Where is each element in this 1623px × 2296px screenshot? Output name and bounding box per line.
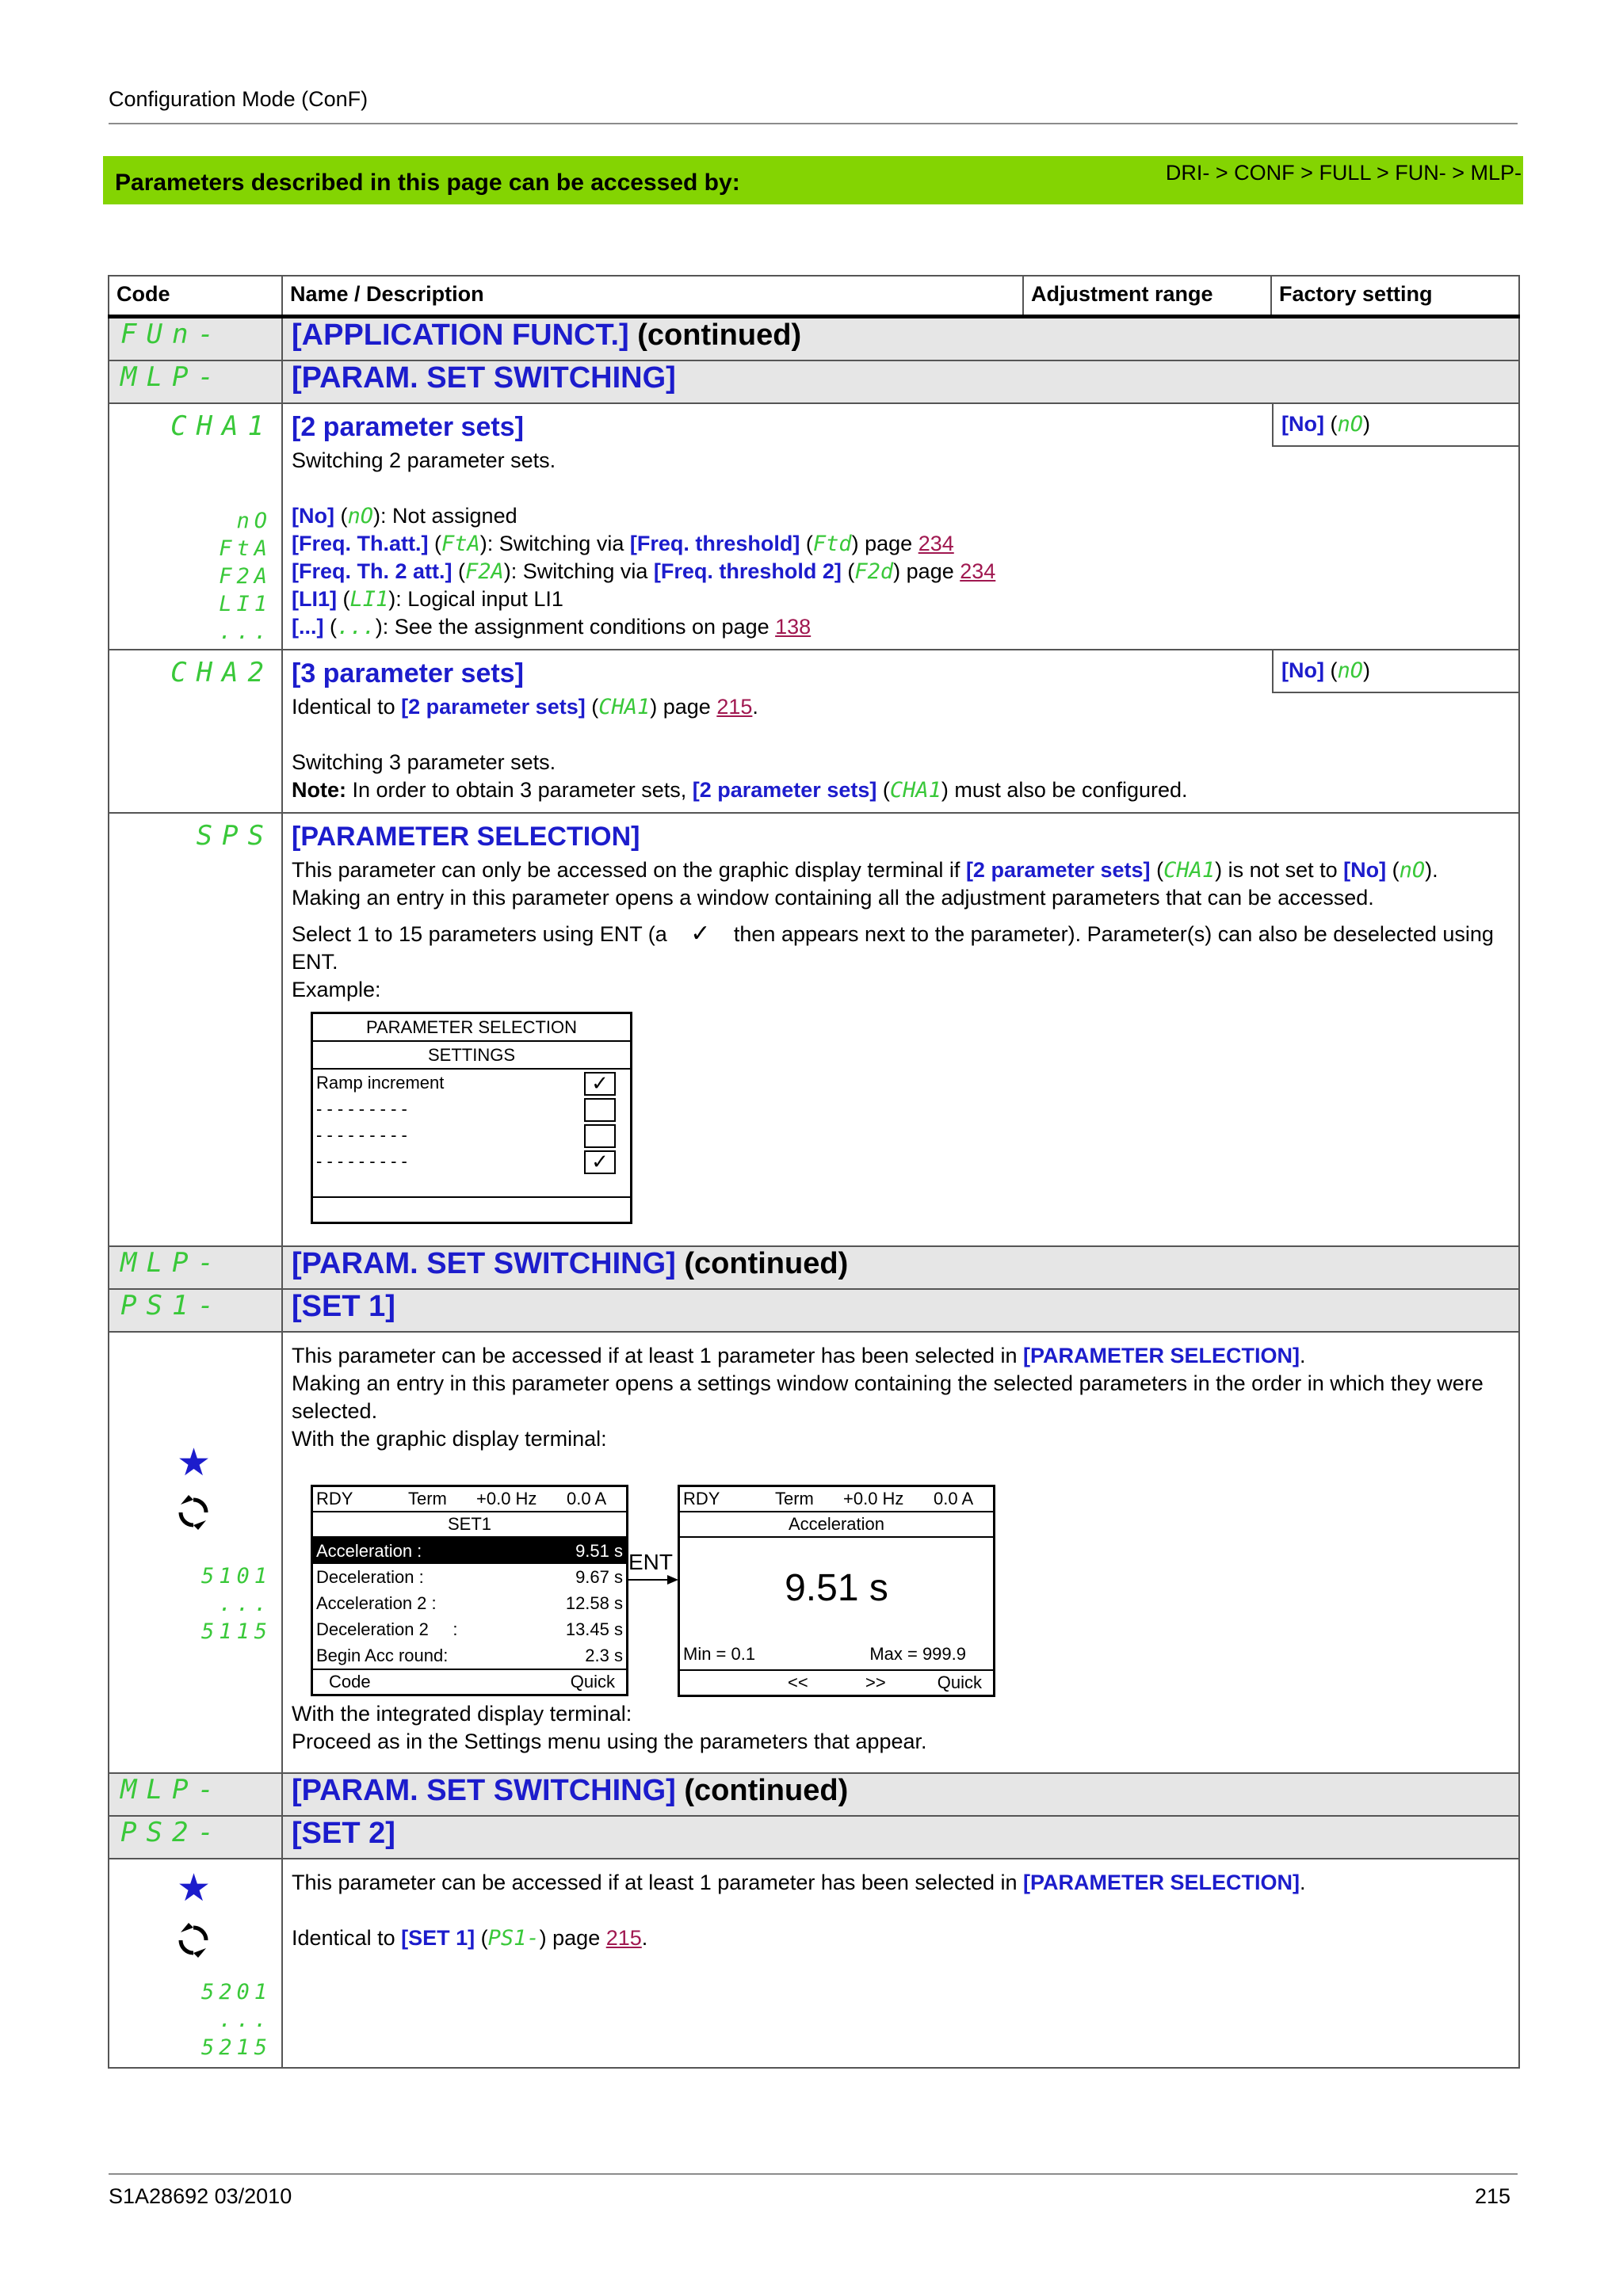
factory-setting: [No] (nO)	[1272, 404, 1518, 447]
description-cell	[282, 1332, 1519, 1773]
min-max-row: Min = 0.1 Max = 999.9	[683, 1644, 966, 1664]
ent-label: ENT	[628, 1550, 673, 1574]
screen-row[interactable]: Begin Acc round: 2.3 s	[316, 1646, 623, 1665]
section-code: MLP-	[109, 1246, 282, 1289]
page-link[interactable]: 234	[960, 559, 996, 583]
screen-title: SET1	[313, 1512, 626, 1538]
param-code: CHA2	[170, 657, 273, 688]
page-header-title: Configuration Mode (ConF)	[109, 87, 369, 111]
param-desc-4: With the integrated display terminal:	[292, 1702, 632, 1726]
col-header-factory: Factory setting	[1271, 276, 1519, 317]
description-cell	[282, 813, 1519, 1246]
page-number: 215	[1474, 2184, 1510, 2208]
doc-reference: S1A28692 03/2010	[109, 2184, 292, 2208]
quick-softkey[interactable]: Quick	[937, 1672, 982, 1692]
section-title: [PARAM. SET SWITCHING] (continued)	[282, 1246, 1519, 1289]
screen-subtitle: SETTINGS	[313, 1042, 630, 1070]
param-desc-3: With the graphic display terminal:	[292, 1427, 607, 1451]
checkbox-checked[interactable]: ✓	[584, 1150, 616, 1174]
param-note: Note: In order to obtain 3 parameter sets, [2 parameter sets] (CHA1) must also be configured.	[292, 778, 1188, 803]
factory-setting: [No] (nO)	[1272, 650, 1518, 693]
section-code: MLP-	[109, 360, 282, 403]
page-link[interactable]: 215	[605, 1926, 642, 1950]
star-icon: ★	[177, 1867, 212, 1909]
param-desc-2: Identical to [SET 1] (PS1-) page 215.	[292, 1926, 648, 1951]
screen-row[interactable]: Ramp increment ✓	[313, 1070, 630, 1096]
value-display: 9.51 s	[785, 1567, 888, 1609]
terminal-screens	[292, 1453, 1510, 1692]
footer-rule	[109, 2173, 1518, 2175]
section-code: PS2-	[109, 1816, 282, 1859]
section-row-ps2	[109, 1816, 1519, 1859]
code-cell	[109, 650, 282, 813]
screen-title: PARAMETER SELECTION	[313, 1014, 630, 1042]
section-code: MLP-	[109, 1773, 282, 1816]
code-softkey[interactable]: Code	[329, 1672, 371, 1691]
star-icon: ★	[177, 1442, 212, 1484]
access-label: Parameters described in this page can be accessed by:	[115, 170, 740, 196]
param-desc: This parameter can only be accessed on the graphic display terminal if [2 parameter sets] (CHA1) is not set to [No] (nO).	[292, 858, 1438, 883]
section-code: PS1-	[109, 1289, 282, 1332]
description-cell	[282, 403, 1519, 650]
param-desc-2: Switching 3 parameter sets.	[292, 750, 556, 774]
code-cell	[109, 1859, 282, 2068]
set1-screen	[311, 1485, 628, 1696]
param-row-cha2	[109, 650, 1519, 813]
prev-softkey[interactable]: <<	[788, 1672, 808, 1692]
param-title: [PARAMETER SELECTION]	[292, 822, 640, 852]
section-title: [PARAM. SET SWITCHING] (continued)	[282, 1773, 1519, 1816]
option-codes: nO FtA F2A LI1 ...	[219, 509, 272, 644]
parameter-selection-screen	[311, 1012, 632, 1224]
status-bar: RDY Term +0.0 Hz 0.0 A	[313, 1487, 626, 1512]
param-desc-3: Select 1 to 15 parameters using ENT (a ✓ then appears next to the parameter). Parameter(s) can also be deselected using ENT.	[292, 921, 1494, 974]
acceleration-screen	[678, 1485, 995, 1697]
param-title: [3 parameter sets]	[292, 658, 524, 688]
access-path: DRI- > CONF > FULL > FUN- > MLP-	[1165, 161, 1522, 185]
screen-row[interactable]: - - - - - - - - - ✓	[313, 1148, 630, 1174]
page-link[interactable]: 138	[775, 615, 812, 639]
page-link[interactable]: 215	[716, 695, 753, 719]
checkbox-empty[interactable]	[584, 1098, 616, 1122]
section-title: [APPLICATION FUNCT.] (continued)	[282, 317, 1519, 361]
section-title: [SET 1]	[282, 1289, 1519, 1332]
screen-row[interactable]: - - - - - - - - -	[313, 1096, 630, 1122]
cycle-icon	[176, 1495, 211, 1538]
param-desc: Identical to [2 parameter sets] (CHA1) page 215.	[292, 695, 758, 719]
cycle-icon	[176, 1923, 211, 1966]
param-title: [2 parameter sets]	[292, 412, 524, 442]
section-code: FUn-	[109, 317, 282, 361]
header-rule	[109, 123, 1518, 124]
col-header-range: Adjustment range	[1023, 276, 1271, 317]
param-desc-2: Making an entry in this parameter opens a window containing all the adjustment parameters that can be accessed.	[292, 886, 1374, 910]
section-title: [PARAM. SET SWITCHING]	[282, 360, 1519, 403]
section-row-ps1	[109, 1289, 1519, 1332]
section-row-mlp-continued-2	[109, 1773, 1519, 1816]
checkmark-icon: ✓	[690, 921, 711, 947]
example-label: Example:	[292, 978, 381, 1001]
col-header-name: Name / Description	[282, 276, 1023, 317]
screen-row[interactable]: Deceleration : 9.67 s	[316, 1567, 623, 1587]
screen-row[interactable]: Deceleration 2 : 13.45 s	[316, 1619, 623, 1639]
quick-softkey[interactable]: Quick	[570, 1672, 615, 1691]
screen-row[interactable]: - - - - - - - - -	[313, 1122, 630, 1148]
param-desc: Switching 2 parameter sets.	[292, 448, 556, 472]
screen-footer	[680, 1669, 993, 1695]
set-codes: 5201 ... 5215	[200, 1980, 272, 2060]
screen-footer	[313, 1669, 626, 1694]
section-row-fun	[109, 317, 1519, 361]
param-row-ps1	[109, 1332, 1519, 1773]
section-title: [SET 2]	[282, 1816, 1519, 1859]
description-cell	[282, 1859, 1519, 2068]
screen-footer	[313, 1196, 630, 1222]
status-bar: RDY Term +0.0 Hz 0.0 A	[680, 1487, 993, 1512]
param-code: SPS	[196, 820, 273, 852]
section-row-mlp	[109, 360, 1519, 403]
param-desc: This parameter can be accessed if at least 1 parameter has been selected in [PARAMETER SELECTION].	[292, 1871, 1306, 1894]
arrow-right-icon	[626, 1572, 678, 1588]
param-row-cha1	[109, 403, 1519, 650]
checkbox-checked[interactable]: ✓	[584, 1072, 616, 1096]
param-desc-2: Making an entry in this parameter opens a settings window containing the selected parameters in the order in which they were selected.	[292, 1371, 1484, 1423]
param-desc: This parameter can be accessed if at least 1 parameter has been selected in [PARAMETER SELECTION].	[292, 1344, 1306, 1367]
param-row-ps2	[109, 1859, 1519, 2068]
set-codes: 5101 ... 5115	[200, 1564, 272, 1644]
param-row-sps	[109, 813, 1519, 1246]
checkbox-empty[interactable]	[584, 1124, 616, 1148]
code-cell	[109, 813, 282, 1246]
page-link[interactable]: 234	[918, 532, 954, 555]
screen-title: Acceleration	[680, 1512, 993, 1538]
col-header-code: Code	[109, 276, 282, 317]
param-code: CHA1	[170, 410, 273, 442]
option-list: [No] (nO): Not assigned [Freq. Th.att.] (FtA): Switching via [Freq. threshold] (Ftd) page 234 [Freq. Th. 2 att.] (F2A): Switching via [Freq. threshold 2] (F2d) page 234 [LI1] (LI1): Logical input LI1 [...] (...): See the assignment conditions on page 138	[292, 504, 996, 639]
access-path-bar	[103, 156, 1523, 204]
code-cell	[109, 1332, 282, 1773]
parameter-table	[108, 275, 1520, 2069]
param-desc-5: Proceed as in the Settings menu using the parameters that appear.	[292, 1730, 927, 1753]
code-cell	[109, 403, 282, 650]
screen-row[interactable]: Acceleration 2 : 12.58 s	[316, 1593, 623, 1613]
section-row-mlp-continued	[109, 1246, 1519, 1289]
screen-row-selected[interactable]: Acceleration : 9.51 s	[313, 1538, 626, 1564]
description-cell	[282, 650, 1519, 813]
next-softkey[interactable]: >>	[865, 1672, 886, 1692]
